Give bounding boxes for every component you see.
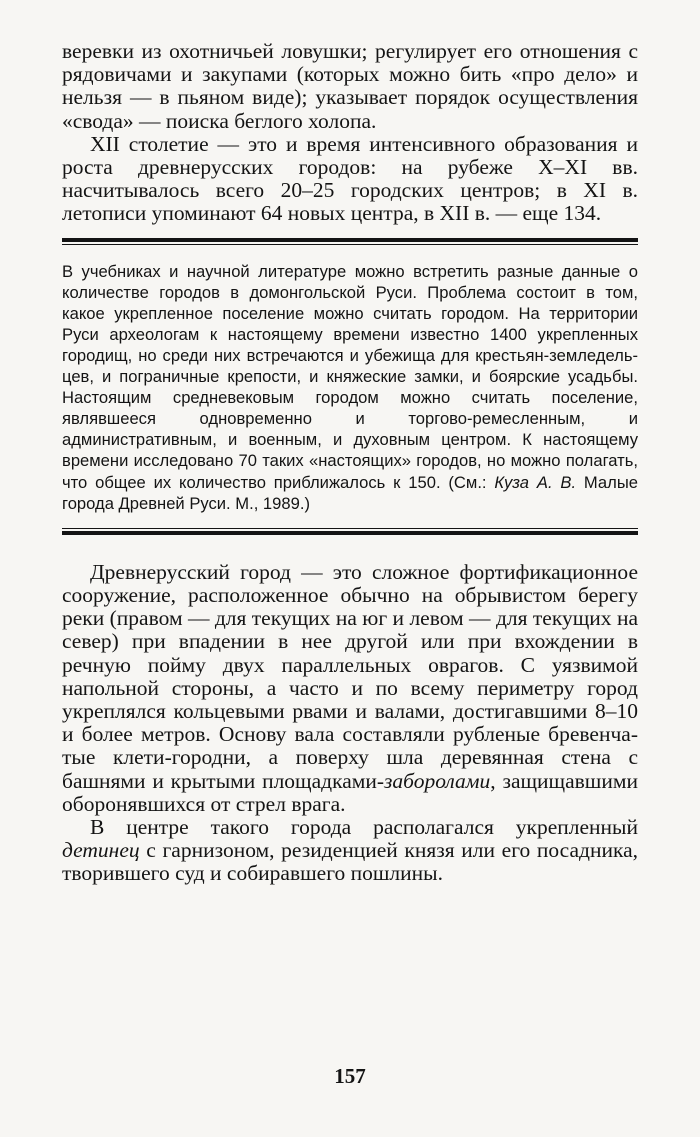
sidebar-main-text: В учебниках и научной литературе можно встретить разные данные о количестве городов в домонгольской Руси. Проблема состоит в том, какое укрепленное поселение можно считать городом. На территории Руси археологам к настоящему времени известно 1400 укрепленных городищ, но среди них встречаются и убежища для крестьян-земледельцев, и пограничные крепости, и княжеские замки, и боярские усадьбы. Настоящим средневековым городом можно считать поселение, являвшееся одновременно и торгово-ремесленным, и административным, и военным, и духовным центром. К настоящему времени исследовано 70 таких «настоящих» городов, но можно полагать, что общее их количество приближалось к 150. (См.:: [62, 261, 638, 492]
paragraph-center-text-end: с гарнизоном, резиденцией князя или его посадника, творившего суд и собиравшего пошлины.: [62, 838, 638, 886]
sidebar-box: [62, 261, 638, 514]
citation-author: Куза А. В.: [494, 472, 577, 492]
sidebar-text: [62, 261, 638, 514]
term-detinets: детинец: [62, 838, 140, 863]
citation-rest: Малые города Древней Руси. М., 1989.): [62, 472, 638, 513]
paragraph-center-text: В центре такого города располагался укрепленный: [90, 814, 638, 839]
paragraph-city: [62, 561, 638, 816]
paragraph-top-2: XII столетие — это и время интенсивного образования и роста древнерусских городов: на рубеже X–XI вв. насчитывалось всего 20–25 городских центров; в XI в. летописи упоминают 64 новых центра, в XII в. — еще 134.: [62, 131, 638, 226]
paragraph-top-1: веревки из охотничьей ловушки; регулирует его отношения с рядовичами и закупами (которых можно бить «про дело» и нельзя — в пьяном виде); указывает порядок осуществления «свода» — поиска беглого холопа.: [62, 39, 638, 133]
thin-rule: [62, 244, 638, 245]
paragraph-center: [62, 816, 638, 886]
thick-rule: [62, 238, 638, 242]
term-zaborola: заборолами: [384, 768, 491, 793]
paragraph-city-text-end: , защищавшими оборонявшихся от стрел врага.: [62, 768, 638, 816]
page-number: 157: [334, 1064, 366, 1088]
page: [62, 40, 638, 886]
thin-rule: [62, 528, 638, 529]
paragraph-city-text: Древнерусский город — это сложное фортификационное сооружение, расположенное обычно на обрывистом берегу реки (правом — для текущих на юг и левом — для текущих на север) при впадении в нее другой или при вхождении в речную пойму двух параллельных оврагов. С уязвимой напольной стороны, а часто и по всему периметру город укреплялся кольцевыми рвами и валами, достигавшими 8–10 и более метров. Основу вала составляли рубленые бревенчатые клети-городни, а поверху шла деревянная стена с башнями и крытыми площадками-: [62, 559, 638, 793]
sidebar-bottom-rule: [62, 528, 638, 535]
sidebar-top-rule: [62, 238, 638, 245]
